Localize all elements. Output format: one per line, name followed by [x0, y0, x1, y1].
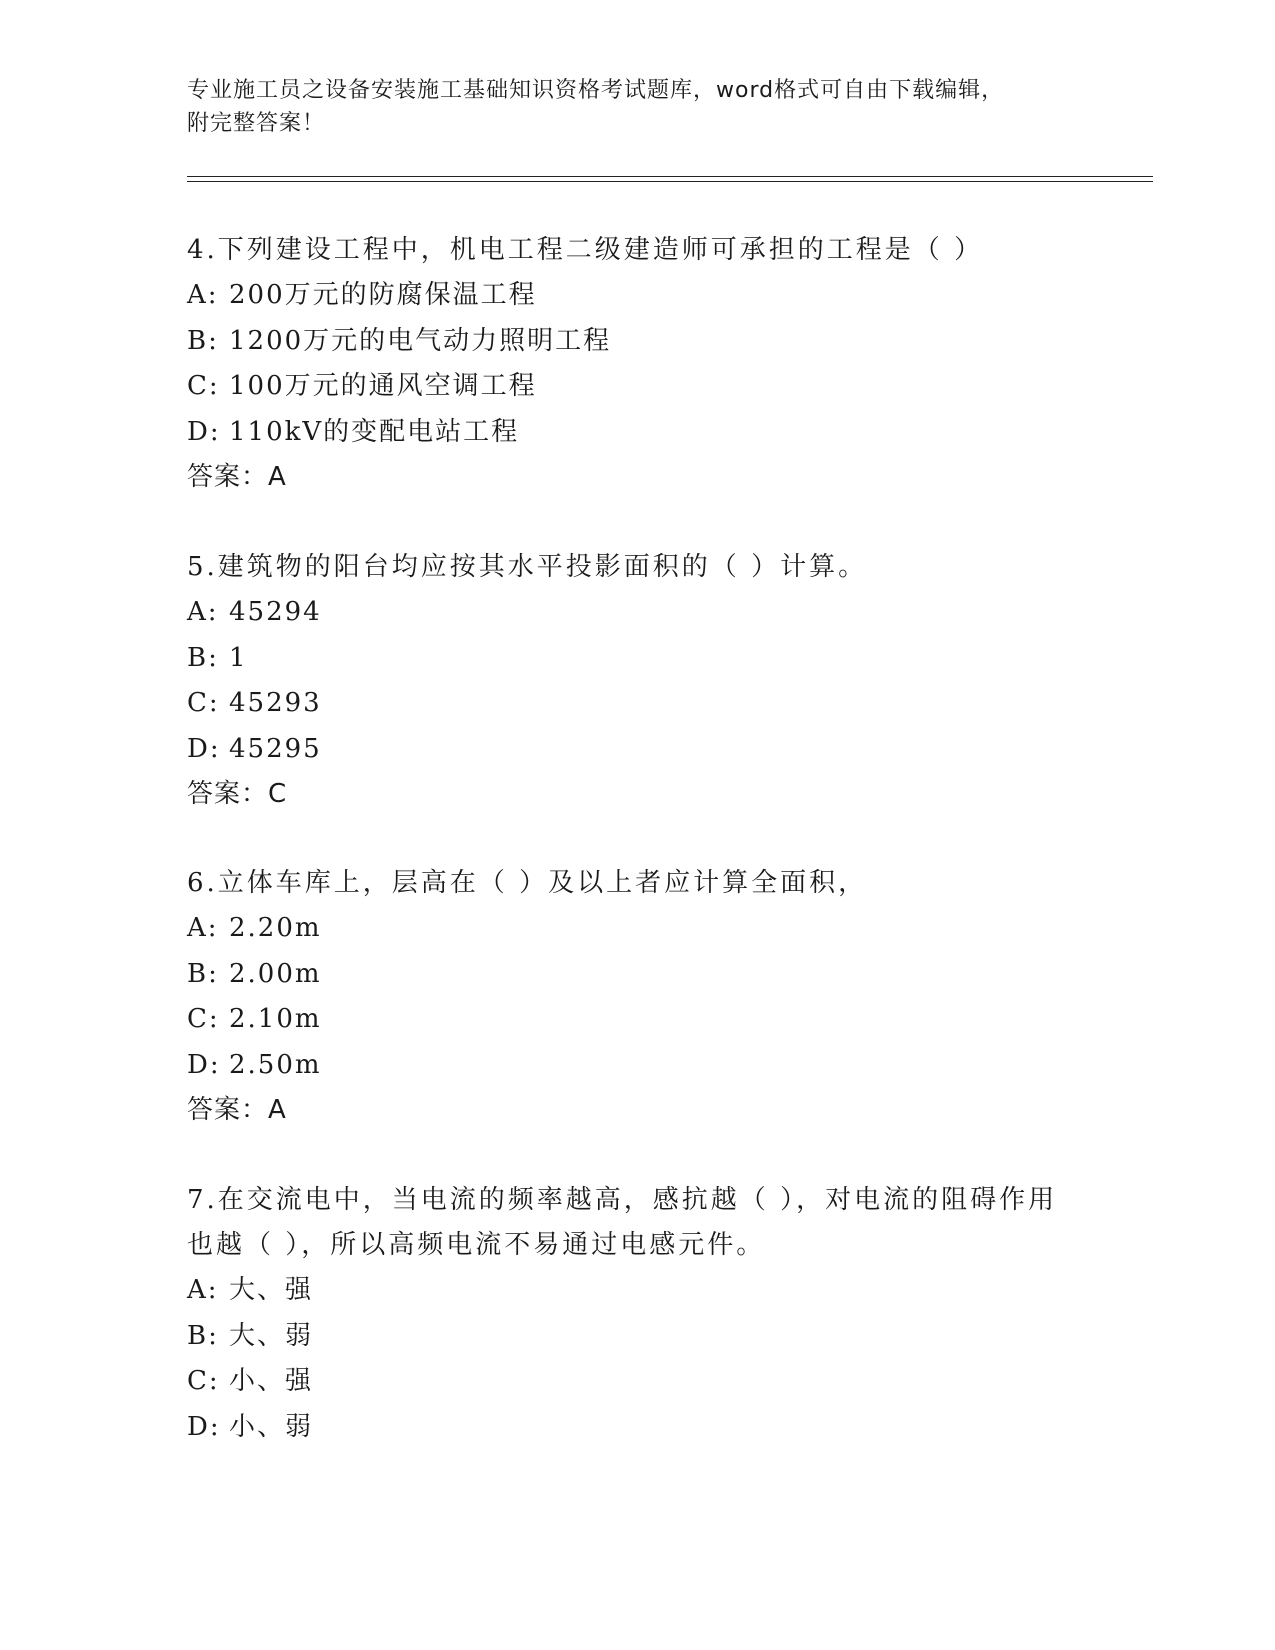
question-stem: 5.建筑物的阳台均应按其水平投影面积的（ ）计算。 — [187, 552, 868, 582]
option-letter: B: — [187, 325, 219, 356]
header-line-1: 专业施工员之设备安装施工基础知识资格考试题库，word格式可自由下载编辑， — [187, 78, 1005, 103]
option-b — [187, 1314, 1067, 1360]
question-6 — [187, 861, 1087, 1133]
option-letter: A: — [187, 913, 219, 943]
option-letter: A: — [187, 280, 219, 310]
option-b — [187, 319, 1087, 365]
option-text: 100万元的通风空调工程 — [229, 371, 537, 401]
option-b — [187, 952, 1087, 998]
option-letter: B: — [187, 1320, 219, 1351]
option-c — [187, 1359, 1067, 1405]
option-text: 45293 — [229, 688, 322, 718]
question-5 — [187, 545, 1087, 817]
option-letter: C: — [187, 688, 220, 718]
option-text: 1 — [229, 642, 248, 673]
option-text: 2.00m — [229, 958, 322, 989]
option-text: 2.50m — [229, 1049, 322, 1080]
option-text: 200万元的防腐保温工程 — [229, 280, 537, 310]
option-a — [187, 273, 1087, 319]
option-letter: A: — [187, 597, 219, 627]
option-text: 大、强 — [229, 1275, 314, 1305]
option-d — [187, 410, 1087, 456]
option-letter: C: — [187, 1004, 220, 1034]
question-4 — [187, 228, 1087, 500]
answer-label: 答案：C — [187, 779, 288, 809]
option-letter: D: — [187, 416, 221, 447]
option-text: 大、弱 — [229, 1320, 314, 1351]
question-stem: 4.下列建设工程中，机电工程二级建造师可承担的工程是（ ） — [187, 235, 984, 265]
option-text: 2.10m — [229, 1004, 322, 1034]
option-letter: C: — [187, 371, 220, 401]
document-header — [187, 74, 1067, 140]
header-divider-top — [187, 176, 1153, 177]
option-text: 小、强 — [229, 1366, 314, 1396]
option-text: 1200万元的电气动力照明工程 — [229, 325, 612, 356]
option-text: 2.20m — [229, 913, 322, 943]
option-text: 小、弱 — [229, 1411, 314, 1442]
header-divider-bottom — [187, 181, 1153, 182]
answer-label: 答案：A — [187, 1095, 287, 1125]
question-stem: 6.立体车库上，层高在（ ）及以上者应计算全面积， — [187, 868, 868, 898]
header-line-2: 附完整答案！ — [187, 111, 326, 136]
option-letter: D: — [187, 1411, 221, 1442]
option-letter: B: — [187, 958, 219, 989]
option-c — [187, 997, 1087, 1043]
option-a — [187, 1268, 1067, 1314]
question-stem: 7.在交流电中，当电流的频率越高，感抗越（ ），对电流的阻碍作用也越（ ），所以高频电流不易通过电感元件。 — [187, 1185, 1058, 1260]
option-d — [187, 1405, 1067, 1451]
question-7 — [187, 1178, 1067, 1450]
option-d — [187, 727, 1087, 773]
option-letter: B: — [187, 642, 219, 673]
option-text: 45295 — [229, 733, 322, 764]
option-letter: C: — [187, 1366, 220, 1396]
option-letter: A: — [187, 1275, 219, 1305]
option-text: 110kV的变配电站工程 — [229, 416, 520, 447]
option-letter: D: — [187, 1049, 221, 1080]
option-d — [187, 1043, 1087, 1089]
option-letter: D: — [187, 733, 221, 764]
option-c — [187, 364, 1087, 410]
option-text: 45294 — [229, 597, 322, 627]
option-a — [187, 906, 1087, 952]
option-a — [187, 590, 1087, 636]
option-b — [187, 636, 1087, 682]
answer-label: 答案：A — [187, 462, 287, 492]
option-c — [187, 681, 1087, 727]
